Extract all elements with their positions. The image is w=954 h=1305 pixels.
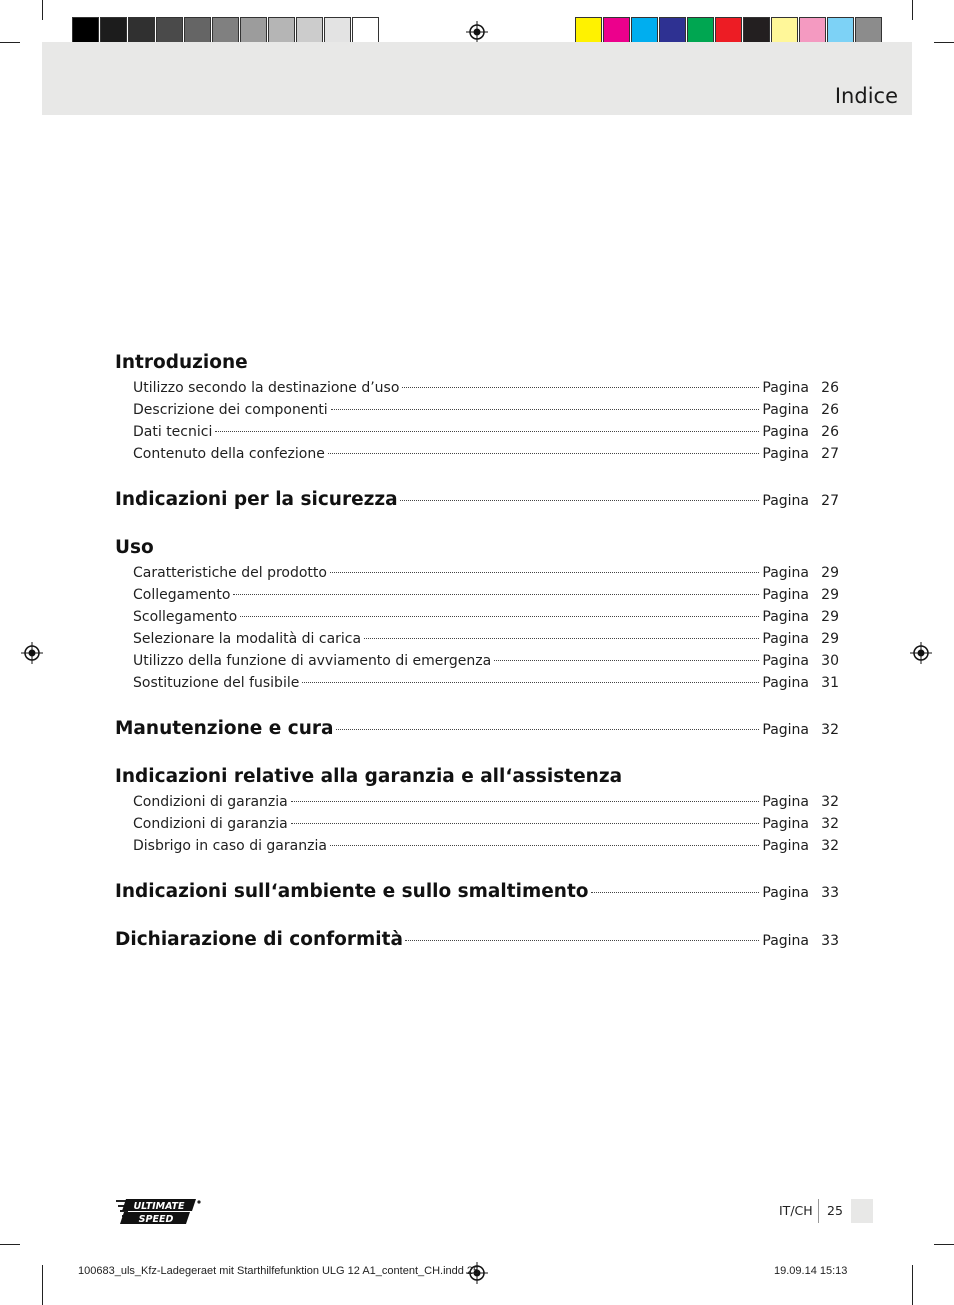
logo-line2: SPEED	[138, 1214, 174, 1225]
entry-label: Collegamento	[133, 587, 231, 603]
page-number: 29	[821, 609, 839, 625]
gray-swatch	[184, 17, 211, 45]
toc-section	[115, 879, 839, 905]
toc-section-heading	[115, 927, 839, 953]
toc-section-heading	[115, 350, 839, 376]
dot-leader	[331, 409, 760, 410]
page-word: Pagina	[762, 631, 809, 647]
page-word: Pagina	[762, 653, 809, 669]
toc-entry	[115, 672, 839, 694]
dot-leader	[405, 940, 759, 941]
dot-leader	[402, 387, 759, 388]
page-number: 33	[821, 885, 839, 901]
entry-label: Disbrigo in caso di garanzia	[133, 838, 327, 854]
color-swatch	[855, 17, 882, 45]
page-number: 29	[821, 631, 839, 647]
ultimate-speed-logo	[116, 1198, 202, 1226]
toc-entry	[115, 421, 839, 443]
entry-label: Condizioni di garanzia	[133, 816, 288, 832]
page-number: 29	[821, 565, 839, 581]
dot-leader	[291, 801, 760, 802]
toc-section-heading	[115, 764, 839, 790]
crop-mark	[0, 1244, 20, 1245]
dot-leader	[291, 823, 760, 824]
page-word: Pagina	[762, 885, 809, 901]
section-title: Indicazioni sull‘ambiente e sullo smaltimento	[115, 881, 589, 902]
toc-entry	[115, 584, 839, 606]
toc-section	[115, 927, 839, 953]
toc-section-heading	[115, 716, 839, 742]
footer-locale: IT/CH	[779, 1203, 813, 1218]
color-swatch	[631, 17, 658, 45]
entry-label: Contenuto della confezione	[133, 446, 325, 462]
entry-label: Selezionare la modalità di carica	[133, 631, 362, 647]
gray-swatch	[296, 17, 323, 45]
print-slug-filename: 100683_uls_Kfz-Ladegeraet mit Starthilfefunktion ULG 12 A1_content_CH.indd 25	[78, 1265, 480, 1277]
page-word: Pagina	[762, 933, 809, 949]
page-word: Pagina	[762, 838, 809, 854]
entry-label: Descrizione dei componenti	[133, 402, 328, 418]
page-word: Pagina	[762, 493, 809, 509]
gray-swatch	[352, 17, 379, 45]
dot-leader	[400, 500, 760, 501]
dot-leader	[364, 638, 759, 639]
entry-label: Sostituzione del fusibile	[133, 675, 300, 691]
entry-label: Utilizzo della funzione di avviamento di emergenza	[133, 653, 492, 669]
section-title: Indicazioni per la sicurezza	[115, 489, 398, 510]
toc-entry-list	[115, 377, 839, 465]
crop-mark	[934, 1244, 954, 1245]
toc-section	[115, 487, 839, 513]
page-word: Pagina	[762, 446, 809, 462]
crop-mark	[42, 0, 43, 20]
page-number: 30	[821, 653, 839, 669]
footer-divider	[818, 1199, 819, 1223]
process-color-bar	[575, 17, 883, 45]
crop-mark	[912, 0, 913, 20]
registration-mark-icon	[466, 21, 488, 43]
crop-mark	[42, 1265, 43, 1305]
color-swatch	[771, 17, 798, 45]
page-number: 33	[821, 933, 839, 949]
dot-leader	[233, 594, 759, 595]
dot-leader	[302, 682, 759, 683]
toc-section-heading	[115, 535, 839, 561]
page-title: Indice	[834, 84, 898, 108]
page-word: Pagina	[762, 565, 809, 581]
gray-swatch	[128, 17, 155, 45]
registration-mark-icon	[910, 642, 932, 664]
footer-page-number: 25	[827, 1203, 843, 1218]
color-swatch	[827, 17, 854, 45]
registration-mark-icon	[21, 642, 43, 664]
toc-entry-list	[115, 562, 839, 694]
page-number: 27	[821, 446, 839, 462]
color-swatch	[603, 17, 630, 45]
toc-section	[115, 764, 839, 857]
page-number: 29	[821, 587, 839, 603]
dot-leader	[240, 616, 759, 617]
page-number: 32	[821, 816, 839, 832]
section-title: Indicazioni relative alla garanzia e all‘assistenza	[115, 766, 623, 787]
page-word: Pagina	[762, 722, 809, 738]
page-word: Pagina	[762, 424, 809, 440]
section-title: Dichiarazione di conformità	[115, 929, 403, 950]
toc-entry	[115, 628, 839, 650]
page-word: Pagina	[762, 402, 809, 418]
header-band	[42, 42, 912, 115]
gray-swatch	[100, 17, 127, 45]
color-swatch	[715, 17, 742, 45]
crop-mark	[0, 42, 20, 43]
color-swatch	[687, 17, 714, 45]
dot-leader	[591, 892, 760, 893]
gray-swatch	[324, 17, 351, 45]
toc-entry	[115, 377, 839, 399]
gray-swatch	[268, 17, 295, 45]
page-number: 26	[821, 424, 839, 440]
toc-entry-list	[115, 791, 839, 857]
page-number: 27	[821, 493, 839, 509]
dot-leader	[494, 660, 759, 661]
toc-section	[115, 535, 839, 694]
dot-leader	[328, 453, 760, 454]
dot-leader	[336, 729, 760, 730]
toc-entry	[115, 650, 839, 672]
dot-leader	[330, 572, 759, 573]
section-title: Introduzione	[115, 352, 248, 373]
gray-swatch	[156, 17, 183, 45]
dot-leader	[330, 845, 759, 846]
toc-entry	[115, 791, 839, 813]
gray-swatch	[72, 17, 99, 45]
page-word: Pagina	[762, 587, 809, 603]
page-word: Pagina	[762, 675, 809, 691]
toc-section	[115, 350, 839, 465]
color-swatch	[743, 17, 770, 45]
color-swatch	[575, 17, 602, 45]
page-number: 32	[821, 838, 839, 854]
color-swatch	[659, 17, 686, 45]
page-word: Pagina	[762, 609, 809, 625]
toc-entry	[115, 399, 839, 421]
entry-label: Scollegamento	[133, 609, 238, 625]
logo-line1: ULTIMATE	[133, 1201, 185, 1212]
toc-entry	[115, 562, 839, 584]
footer-tab	[851, 1199, 873, 1223]
entry-label: Caratteristiche del prodotto	[133, 565, 327, 581]
page-word: Pagina	[762, 380, 809, 396]
toc-entry	[115, 443, 839, 465]
gray-swatch	[212, 17, 239, 45]
dot-leader	[215, 431, 759, 432]
entry-label: Dati tecnici	[133, 424, 213, 440]
entry-label: Condizioni di garanzia	[133, 794, 288, 810]
section-title: Manutenzione e cura	[115, 718, 334, 739]
page-word: Pagina	[762, 794, 809, 810]
page-number: 31	[821, 675, 839, 691]
table-of-contents	[115, 350, 839, 975]
section-title: Uso	[115, 537, 154, 558]
page-number: 26	[821, 380, 839, 396]
toc-entry	[115, 606, 839, 628]
page-number: 26	[821, 402, 839, 418]
page-word: Pagina	[762, 816, 809, 832]
color-swatch	[799, 17, 826, 45]
page-number: 32	[821, 722, 839, 738]
toc-entry	[115, 835, 839, 857]
crop-mark	[934, 42, 954, 43]
page-number: 32	[821, 794, 839, 810]
crop-mark	[912, 1265, 913, 1305]
toc-section-heading	[115, 879, 839, 905]
entry-label: Utilizzo secondo la destinazione d’uso	[133, 380, 400, 396]
toc-entry	[115, 813, 839, 835]
gray-swatch	[240, 17, 267, 45]
toc-section	[115, 716, 839, 742]
grayscale-color-bar	[72, 17, 380, 45]
print-slug-timestamp: 19.09.14 15:13	[774, 1265, 848, 1277]
toc-section-heading	[115, 487, 839, 513]
